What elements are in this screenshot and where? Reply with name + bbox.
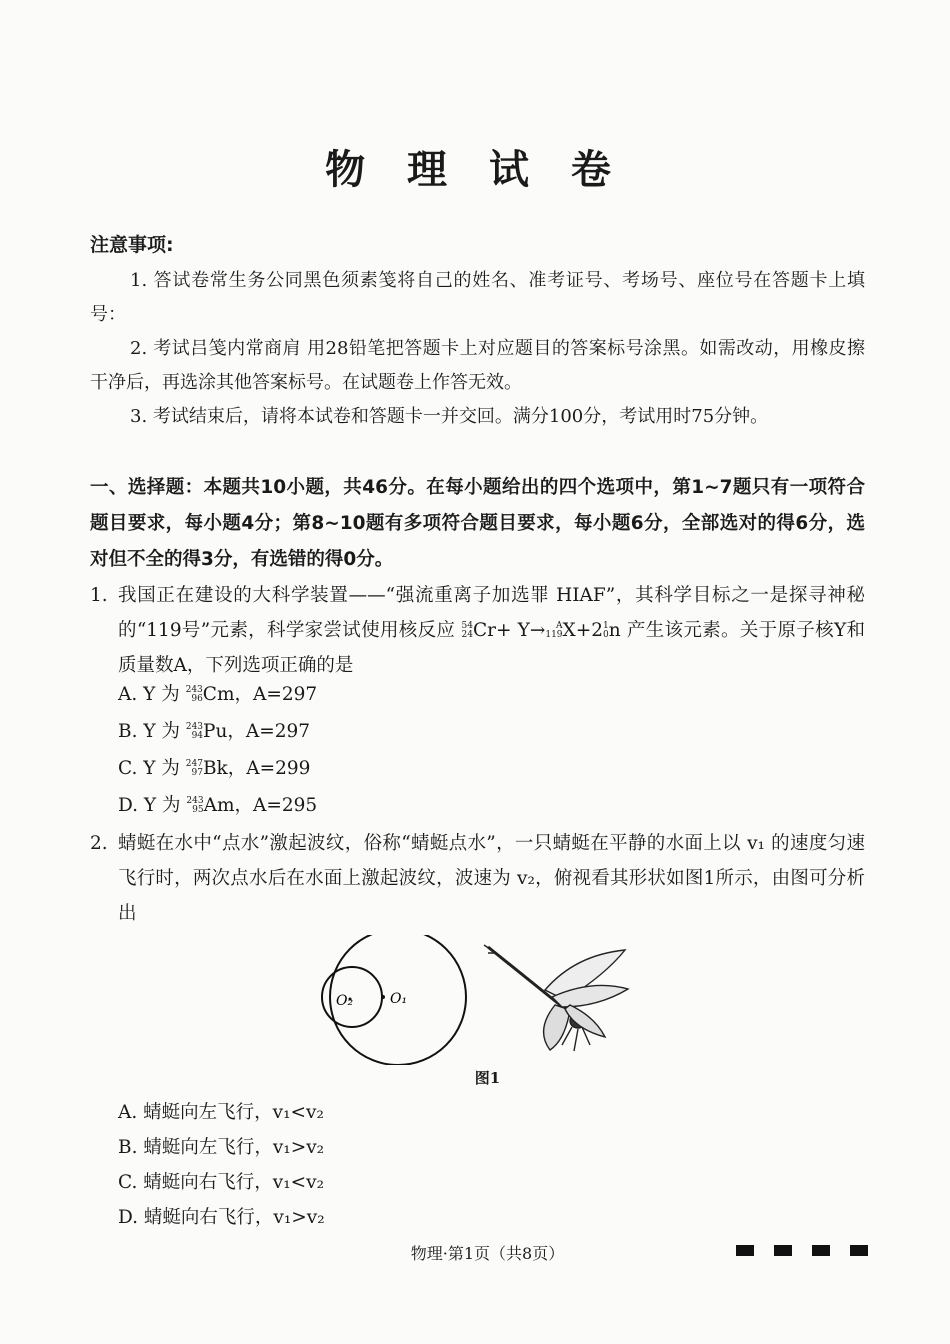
q2-option-c: C. 蜻蜓向右飞行，v₁<v₂ (118, 1172, 324, 1193)
option-nuclide (186, 686, 203, 704)
q1-option-d (118, 791, 317, 821)
alignment-mark (736, 1245, 754, 1256)
nuclide-charge: 95 (192, 805, 204, 815)
nuclide-symbol: n (608, 620, 621, 641)
option-tail: ，A=297 (234, 684, 318, 705)
nuclide-cr (461, 622, 472, 640)
label-o1: O₁ (390, 991, 408, 1007)
alignment-marks (736, 1245, 868, 1256)
question-number: 2. (90, 833, 108, 854)
option-label: C. Y 为 (118, 758, 180, 779)
nuclide-n (603, 622, 609, 640)
question-number: 1. (90, 585, 108, 606)
option-tail: ，A=297 (227, 721, 311, 742)
nuclide-mass: 243 (185, 685, 203, 695)
nuclide-charge: 96 (191, 694, 203, 704)
nuclide-mass: 243 (186, 796, 204, 806)
figure-1-drawing (320, 935, 650, 1065)
nuclide-symbol: Cm (202, 684, 235, 705)
nuclide-symbol: Cr (472, 620, 496, 641)
notice-item-2: 2. 考试吕笺内常商肩 用28铅笔把答题卡上对应题目的答案标号涂黑。如需改动，用橡皮擦干净后，再选涂其他答案标号。在试题卷上作答无效。 (90, 338, 865, 393)
reaction-arrow: + Y→ (495, 620, 546, 641)
nuclide-symbol: Pu (203, 721, 228, 742)
nuclide-charge: 94 (191, 731, 204, 741)
dragonfly-icon (484, 945, 628, 1051)
q1-option-c (118, 754, 310, 784)
page-title: 物 理 试 卷 (325, 146, 625, 193)
nuclide-mass: 247 (185, 759, 203, 769)
nuclide-charge: 24 (461, 630, 473, 640)
option-tail: ，A=299 (227, 758, 311, 779)
option-label: B. Y 为 (118, 721, 180, 742)
alignment-mark (774, 1245, 792, 1256)
option-label: A. Y 为 (118, 684, 180, 705)
nuclide-charge: 0 (603, 630, 609, 640)
q2-option-a: A. 蜻蜓向左飞行，v₁<v₂ (118, 1102, 324, 1123)
center-o1-dot (381, 995, 385, 999)
nuclide-mass: 54 (461, 621, 473, 631)
section-1-instructions: 一、选择题：本题共10小题，共46分。在每小题给出的四个选项中，第1~7题只有一项符合题目要求，每小题4分；第8~10题有多项符合题目要求，每小题6分，全部选对的得6分，选对但不全的得3分，有选错的得0分。 (90, 477, 865, 570)
option-nuclide (186, 723, 203, 741)
figure-caption: 图1 (474, 1069, 501, 1087)
nuclide-charge: 119 (545, 630, 563, 640)
notice-heading: 注意事项: (90, 234, 174, 256)
alignment-mark (850, 1245, 868, 1256)
nuclide-mass: A (556, 621, 563, 631)
question-text: 蜻蜓在水中“点水”激起波纹，俗称“蜻蜓点水”，一只蜻蜓在平静的水面上以 v₁ 的速度匀速飞行时，两次点水后在水面上激起波纹，波速为 v₂，俯视看其形状如图1所示，由图可分析出 (118, 833, 865, 924)
alignment-mark (812, 1245, 830, 1256)
option-label: D. Y 为 (118, 795, 181, 816)
neutron-coef: +2 (575, 620, 603, 641)
option-nuclide (186, 760, 203, 778)
q2-option-b: B. 蜻蜓向左飞行，v₁>v₂ (118, 1137, 325, 1158)
q1-option-b (118, 717, 310, 747)
option-tail: ，A=295 (234, 795, 318, 816)
q1-text-b: 产生该元素。关于原子核Y和质量数A，下列选项正确的是 (118, 620, 865, 676)
nuclide-mass: 243 (185, 722, 204, 732)
q2-option-d: D. 蜻蜓向右飞行，v₁>v₂ (118, 1207, 325, 1228)
notice-item-1: 1. 答试卷常生务公同黑色须素笺将自己的姓名、准考证号、考场号、座位号在答题卡上填号： (90, 270, 865, 325)
nuclide-x (545, 622, 562, 640)
page-footer: 物理·第1页（共8页） (410, 1244, 565, 1263)
nuclide-symbol: Am (203, 795, 235, 816)
question-2 (90, 826, 865, 931)
label-o2: O₂ (336, 993, 354, 1009)
q1-option-a (118, 680, 317, 710)
nuclide-charge: 97 (191, 768, 203, 778)
nuclide-mass: 1 (603, 621, 609, 631)
nuclide-symbol: X (562, 620, 576, 641)
q1-text-a: 我国正在建设的大科学装置——“强流重离子加选罪 HIAF”，其科学目标之一是探寻神秘的“119号”元素，科学家尝试使用核反应 (118, 585, 865, 641)
question-1 (90, 578, 865, 683)
figure-1 (320, 935, 650, 1069)
notice-item-3: 3. 考试结束后，请将本试卷和答题卡一并交回。满分100分，考试用时75分钟。 (130, 406, 769, 427)
question-text (118, 578, 865, 683)
nuclide-symbol: Bk (202, 758, 228, 779)
option-nuclide (186, 797, 203, 815)
